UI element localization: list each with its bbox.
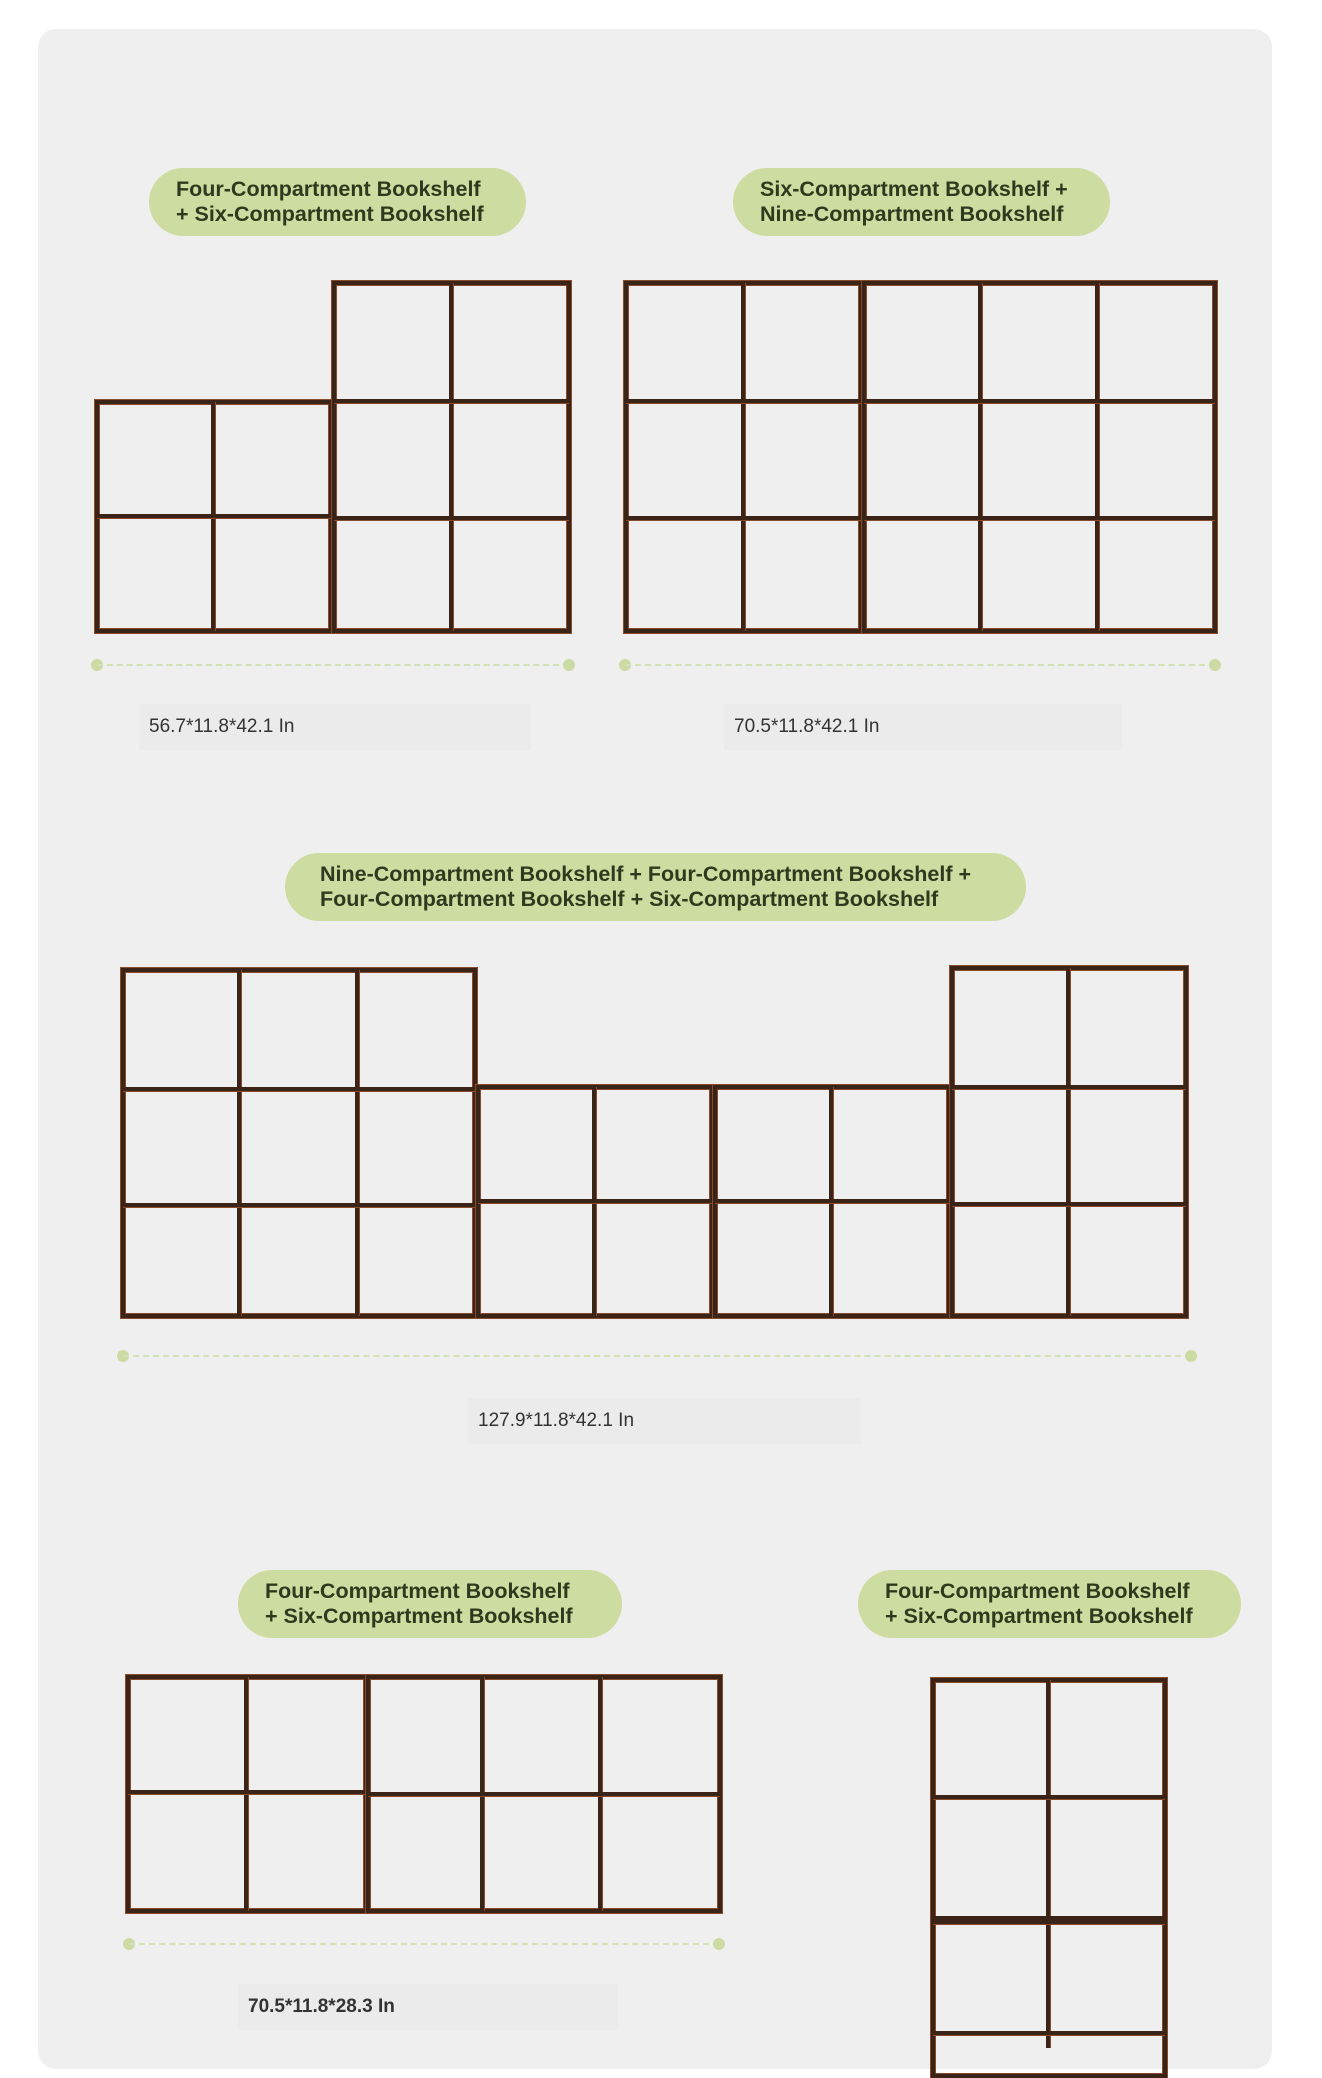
divider bbox=[626, 399, 861, 403]
divider bbox=[355, 970, 359, 1316]
nine-compartment-unit bbox=[862, 281, 1217, 633]
width-measure-line bbox=[117, 1350, 1197, 1362]
divider bbox=[334, 516, 569, 520]
divider bbox=[952, 1202, 1186, 1206]
divider bbox=[237, 970, 241, 1316]
config-label: Six-Compartment Bookshelf + Nine-Compartment Bookshelf bbox=[760, 177, 1068, 226]
divider bbox=[952, 1085, 1186, 1089]
divider bbox=[978, 283, 982, 631]
dimension-box bbox=[468, 1398, 861, 1444]
config-label: Nine-Compartment Bookshelf + Four-Compartment Bookshelf + Four-Compartment Bookshelf + Six-Compartment Bookshelf bbox=[320, 862, 972, 911]
divider bbox=[933, 2031, 1165, 2035]
config-label-pill bbox=[238, 1570, 622, 1638]
divider bbox=[368, 1792, 720, 1796]
divider bbox=[123, 1203, 475, 1207]
dimension-text: 127.9*11.8*42.1 In bbox=[478, 1410, 635, 1431]
dimension-box bbox=[724, 704, 1122, 750]
divider bbox=[1066, 968, 1070, 1316]
divider bbox=[128, 1790, 366, 1794]
divider bbox=[1095, 283, 1099, 631]
divider bbox=[626, 516, 861, 520]
config-label-pill bbox=[858, 1570, 1241, 1638]
dimension-box bbox=[139, 704, 531, 750]
divider bbox=[864, 516, 1215, 520]
config-label-pill bbox=[733, 168, 1110, 236]
dimension-text: 56.7*11.8*42.1 In bbox=[149, 716, 295, 737]
divider bbox=[933, 1795, 1165, 1799]
config-label-pill bbox=[285, 853, 1026, 921]
config-label: Four-Compartment Bookshelf + Six-Compartment Bookshelf bbox=[265, 1579, 573, 1628]
dimension-box bbox=[238, 1984, 618, 2030]
divider bbox=[334, 399, 569, 403]
divider bbox=[97, 514, 331, 518]
divider bbox=[449, 283, 453, 631]
width-measure-line bbox=[91, 659, 575, 671]
divider bbox=[741, 283, 745, 631]
dimension-text: 70.5*11.8*28.3 In bbox=[248, 1996, 395, 2017]
config-label-pill bbox=[149, 168, 526, 236]
width-measure-line bbox=[123, 1938, 725, 1950]
width-measure-line bbox=[619, 659, 1221, 671]
divider bbox=[933, 1920, 1165, 1924]
divider bbox=[244, 1677, 248, 1911]
divider bbox=[1046, 1680, 1050, 2048]
divider bbox=[864, 399, 1215, 403]
nine-compartment-unit bbox=[121, 968, 477, 1318]
divider bbox=[715, 1199, 949, 1203]
config-label: Four-Compartment Bookshelf + Six-Compartment Bookshelf bbox=[176, 177, 484, 226]
divider bbox=[123, 1087, 475, 1091]
dimension-text: 70.5*11.8*42.1 In bbox=[734, 716, 880, 737]
config-label: Four-Compartment Bookshelf + Six-Compartment Bookshelf bbox=[885, 1579, 1193, 1628]
divider bbox=[478, 1199, 712, 1203]
